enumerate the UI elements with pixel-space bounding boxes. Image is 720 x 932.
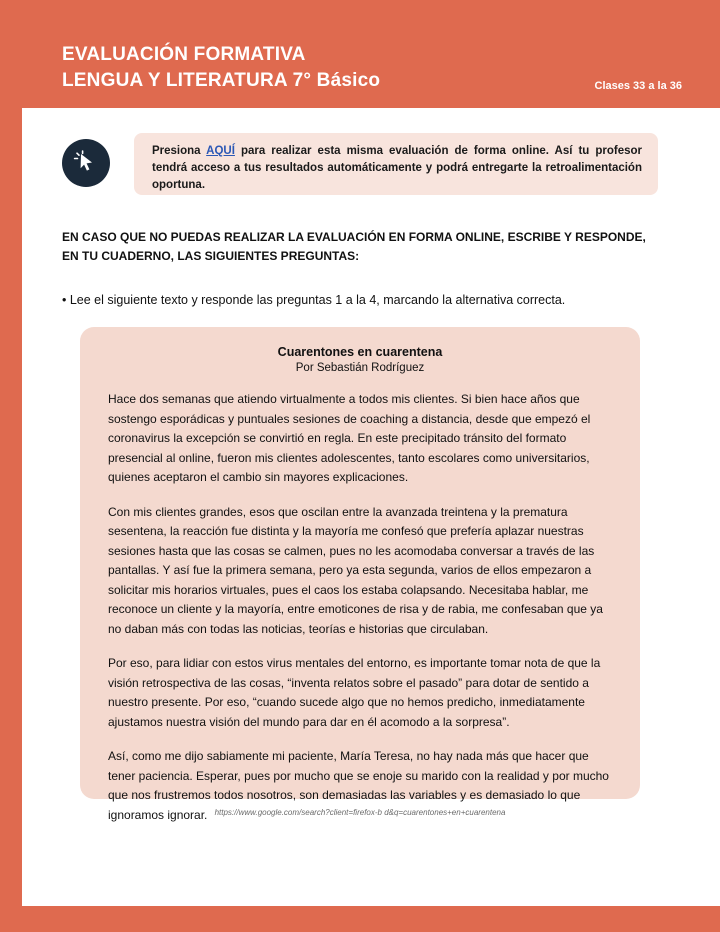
reading-paragraph: Por eso, para lidiar con estos virus mentales del entorno, es importante tomar nota de que la visión retrospectiva de las cosas, “inventa relatos sobre el pasado” para dotar de sentido a nuestro presente. Por eso, “cuando sucede algo que no hemos predicho, inmediatamente ajustamos nuestra visión del mundo para dar en él acomodo a la sorpresa”. [108,656,601,729]
online-evaluation-link[interactable]: AQUÍ [206,145,235,157]
cursor-click-icon [62,139,110,187]
reading-paragraph: Con mis clientes grandes, esos que oscilan entre la avanzada treintena y la prematura sesentena, la reacción fue distinta y la mayoría me confesó que prefería aplazar nuestras sesiones hasta que las cosas se calmen, pues no les acomodaba conversar a través de las pantallas. Y así fue la primera semana, pero ya esta segunda, varios de ellos empezaron a solicitar mis horarios virtuales, pues el caos los estaba colapsando. Necesitaba hablar, me reconoce un cliente y la mayoría, entre emoticones de risa y de rabia, me confesaban que ya no daban más con todas las noticias, teorías e historias que circulaban. [108,504,603,636]
page-title: EVALUACIÓN FORMATIVA [62,44,306,65]
online-notice-box [134,133,658,195]
document-header [22,0,720,108]
reading-source: https://www.google.com/search?client=firefox-b d&q=cuarentones+en+cuarentena [214,808,506,817]
bottom-accent-bar [0,906,720,932]
reading-title: Cuarentones en cuarentena [277,345,443,359]
online-notice [62,133,658,195]
page-subtitle: LENGUA Y LITERATURA 7° Básico [62,70,381,91]
class-range-label: Clases 33 a la 36 [594,80,682,92]
reading-instruction: • Lee el siguiente texto y responde las preguntas 1 a la 4, marcando la alternativa correcta. [62,293,566,307]
notice-text-before: Presiona [152,145,207,157]
left-accent-bar [0,0,22,932]
notice-text-after: para realizar esta misma evaluación de forma online. Así tu profesor tendrá acceso a tus resultados automáticamente y podrá entregarte la retroalimentación oportuna. [152,145,642,191]
reading-paragraph: Hace dos semanas que atiendo virtualmente a todos mis clientes. Si bien hace años que sostengo esporádicas y puntuales sesiones de coaching a distancia, desde que empezó el coronavirus la excepción se convirtió en regla. En este precipitado tránsito del formato presencial al online, fueron mis clientes adolescentes, tanto escolares como universitarios, quienes aceptaron el cambio sin mayores explicaciones. [108,392,591,484]
reading-paragraph: Así, como me dijo sabiamente mi paciente, María Teresa, no hay nada más que hacer que tener paciencia. Esperar, pues por mucho que se enoje su marido con la realidad y por mucho que nos frustremos todos nosotros, son demasiadas las variables y es demasiado lo que ignoramos ignorar. [108,749,609,822]
online-notice-text [152,143,642,194]
offline-instruction: EN CASO QUE NO PUEDAS REALIZAR LA EVALUACIÓN EN FORMA ONLINE, ESCRIBE Y RESPONDE, EN TU CUADERNO, LAS SIGUIENTES PREGUNTAS: [62,230,646,263]
reading-author: Por Sebastián Rodríguez [295,362,425,374]
